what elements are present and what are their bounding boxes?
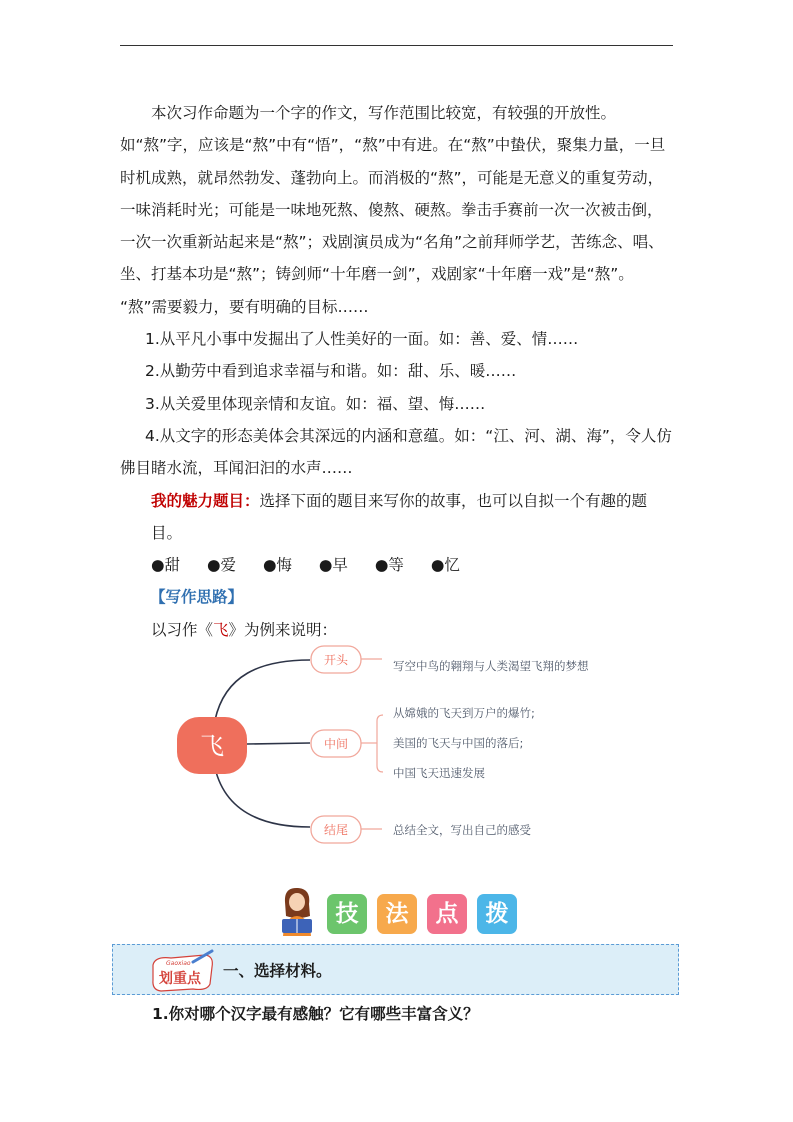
mindmap-item: 中国飞天迅速发展 [393, 766, 485, 780]
topic-option: ●等 [374, 556, 404, 575]
topic-instruction: 选择下面的题目来写你的故事，也可以自拟一个有趣的题目。 [151, 491, 648, 542]
topic-options [120, 549, 676, 581]
key-points-heading: 一、选择材料。 [223, 962, 332, 980]
mindmap-branch-label: 中间 [323, 737, 349, 751]
skill-tile: 法 [377, 894, 417, 934]
list-item: 4.从文字的形态美体会其深远的内涵和意蕴。如：“江、河、湖、海”，令人仿佛目睹水流，耳闻汩汩的水声…… [120, 426, 672, 478]
list-item: 3.从关爱里体现亲情和友谊。如：福、望、悔…… [145, 394, 486, 413]
topic-option: ●爱 [206, 556, 236, 575]
list-item: 2.从勤劳中看到追求幸福与和谐。如：甜、乐、暖…… [145, 362, 517, 381]
key-points-box [112, 944, 679, 995]
key-points-badge [149, 949, 219, 993]
intro-paragraph: 本次习作命题为一个字的作文，写作范围比较宽，有较强的开放性。如“熬”字，应该是“熬”中有“悟”，“熬”中有进。在“熬”中蛰伏，聚集力量，一旦时机成熟，就昂然勃发、蓬勃向上。而消极的“熬”，可能是无意义的重复劳动，一味消耗时光；可能是一味地死熬、傻熬、硬熬。拳击手赛前一次一次被击倒，一次一次重新站起来是“熬”；戏剧演员成为“名角”之前拜师学艺，苦练念、唱、坐、打基本功是“熬”；铸剑师“十年磨一剑”，戏剧家“十年磨一戏”是“熬”。 “熬”需要毅力，要有明确的目标…… [120, 104, 666, 316]
mindmap-item: 从嫦娥的飞天到万户的爆竹; [393, 706, 535, 720]
skill-tile: 点 [427, 894, 467, 934]
topic-option: ●早 [318, 556, 348, 575]
topic-option: ●悔 [262, 556, 292, 575]
mindmap-item: 总结全文，写出自己的感受 [393, 823, 531, 837]
mindmap-connector [247, 743, 310, 744]
mindmap-item: 写空中鸟的翱翔与人类渴望飞翔的梦想 [393, 659, 589, 673]
example-title: 飞 [213, 620, 229, 639]
mindmap [170, 625, 610, 860]
example-suffix: 》为例来说明： [228, 620, 338, 639]
skills-banner [272, 884, 532, 940]
writing-approach-heading: 【写作思路】 [150, 588, 244, 607]
badge-text: 划重点 [159, 971, 201, 987]
mindmap-center-label: 飞 [200, 732, 224, 760]
mindmap-bracket [377, 715, 383, 772]
mindmap-connector [215, 660, 310, 720]
topic-option: ●甜 [151, 556, 181, 575]
mindmap-connector [215, 768, 310, 827]
mindmap-branch-label: 开头 [323, 653, 349, 667]
skill-tile: 技 [327, 894, 367, 934]
topic-option: ●忆 [430, 556, 460, 575]
skill-tile: 拨 [477, 894, 517, 934]
list-item: 1.从平凡小事中发掘出了人性美好的一面。如：善、爱、情…… [145, 330, 579, 349]
example-prefix: 以习作《 [151, 620, 214, 639]
teacher-reading-icon [272, 884, 322, 940]
topic-label: 我的魅力题目： [151, 491, 260, 510]
body-text [120, 97, 676, 646]
mindmap-branch-label: 结尾 [323, 823, 349, 837]
badge-small-text: Gaoxiao [166, 960, 191, 967]
question-1: 1.你对哪个汉字最有感触？它有哪些丰富含义？ [152, 1005, 479, 1023]
topic-line [120, 485, 676, 550]
mindmap-item: 美国的飞天与中国的落后; [393, 736, 524, 750]
header-rule [120, 45, 673, 46]
